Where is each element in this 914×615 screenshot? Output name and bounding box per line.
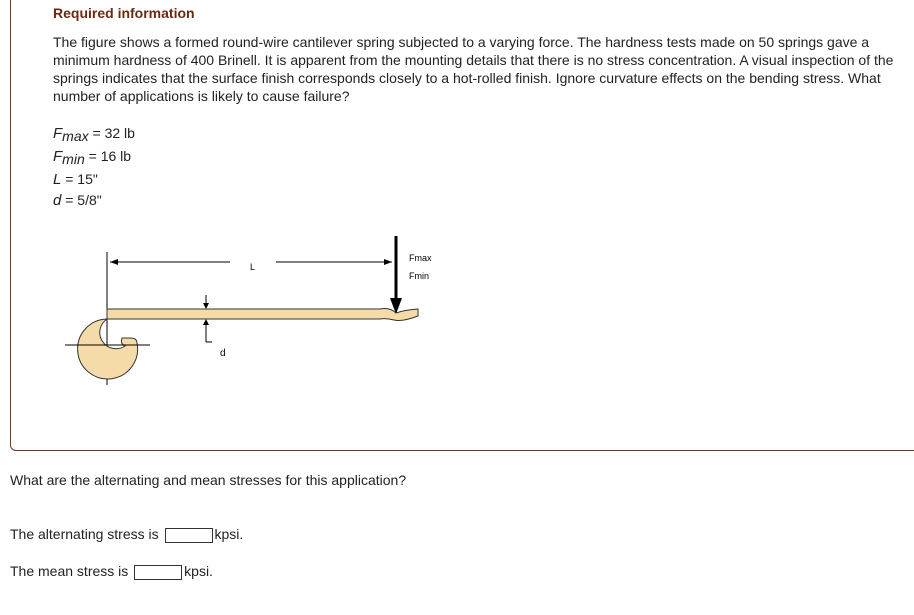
given-values bbox=[53, 123, 135, 211]
mean-unit: kpsi. bbox=[184, 563, 213, 579]
alternating-stress-input[interactable] bbox=[165, 528, 213, 543]
given-fmin: $F_{min} = 16$ lb bbox=[53, 148, 132, 167]
alternating-unit: kpsi. bbox=[214, 526, 244, 542]
diameter-label: d bbox=[220, 348, 226, 359]
given-length: L = 15" bbox=[53, 171, 98, 188]
fmax-label: Fmax bbox=[409, 253, 432, 263]
alternating-stress-row bbox=[10, 526, 243, 543]
given-diameter: d = 5/8" bbox=[53, 192, 102, 209]
mean-stress-label: The mean stress is bbox=[10, 563, 129, 579]
mean-stress-input[interactable] bbox=[134, 565, 182, 580]
section-title: Required information bbox=[53, 5, 195, 21]
length-label: L bbox=[250, 262, 256, 272]
spring-figure bbox=[40, 230, 460, 390]
alternating-stress-label: The alternating stress is bbox=[10, 526, 159, 542]
problem-description: The figure shows a formed round-wire cantilever spring subjected to a varying force. The hardness tests made on 50 springs gave a minimum hardness of 400 Brinell. It is apparent from the mounting details that there is no stress concentration. A visual inspection of the springs indicates that the surface finish corresponds closely to a hot-rolled finish. Ignore curvature effects on the bending stress. What number of applications is likely to cause failure? bbox=[53, 34, 894, 104]
fmin-label: Fmin bbox=[409, 271, 429, 281]
question-text: What are the alternating and mean stresses for this application? bbox=[10, 472, 407, 488]
mean-stress-row bbox=[10, 563, 213, 580]
given-fmax: $F_{max} = 32$ lb bbox=[53, 125, 135, 144]
